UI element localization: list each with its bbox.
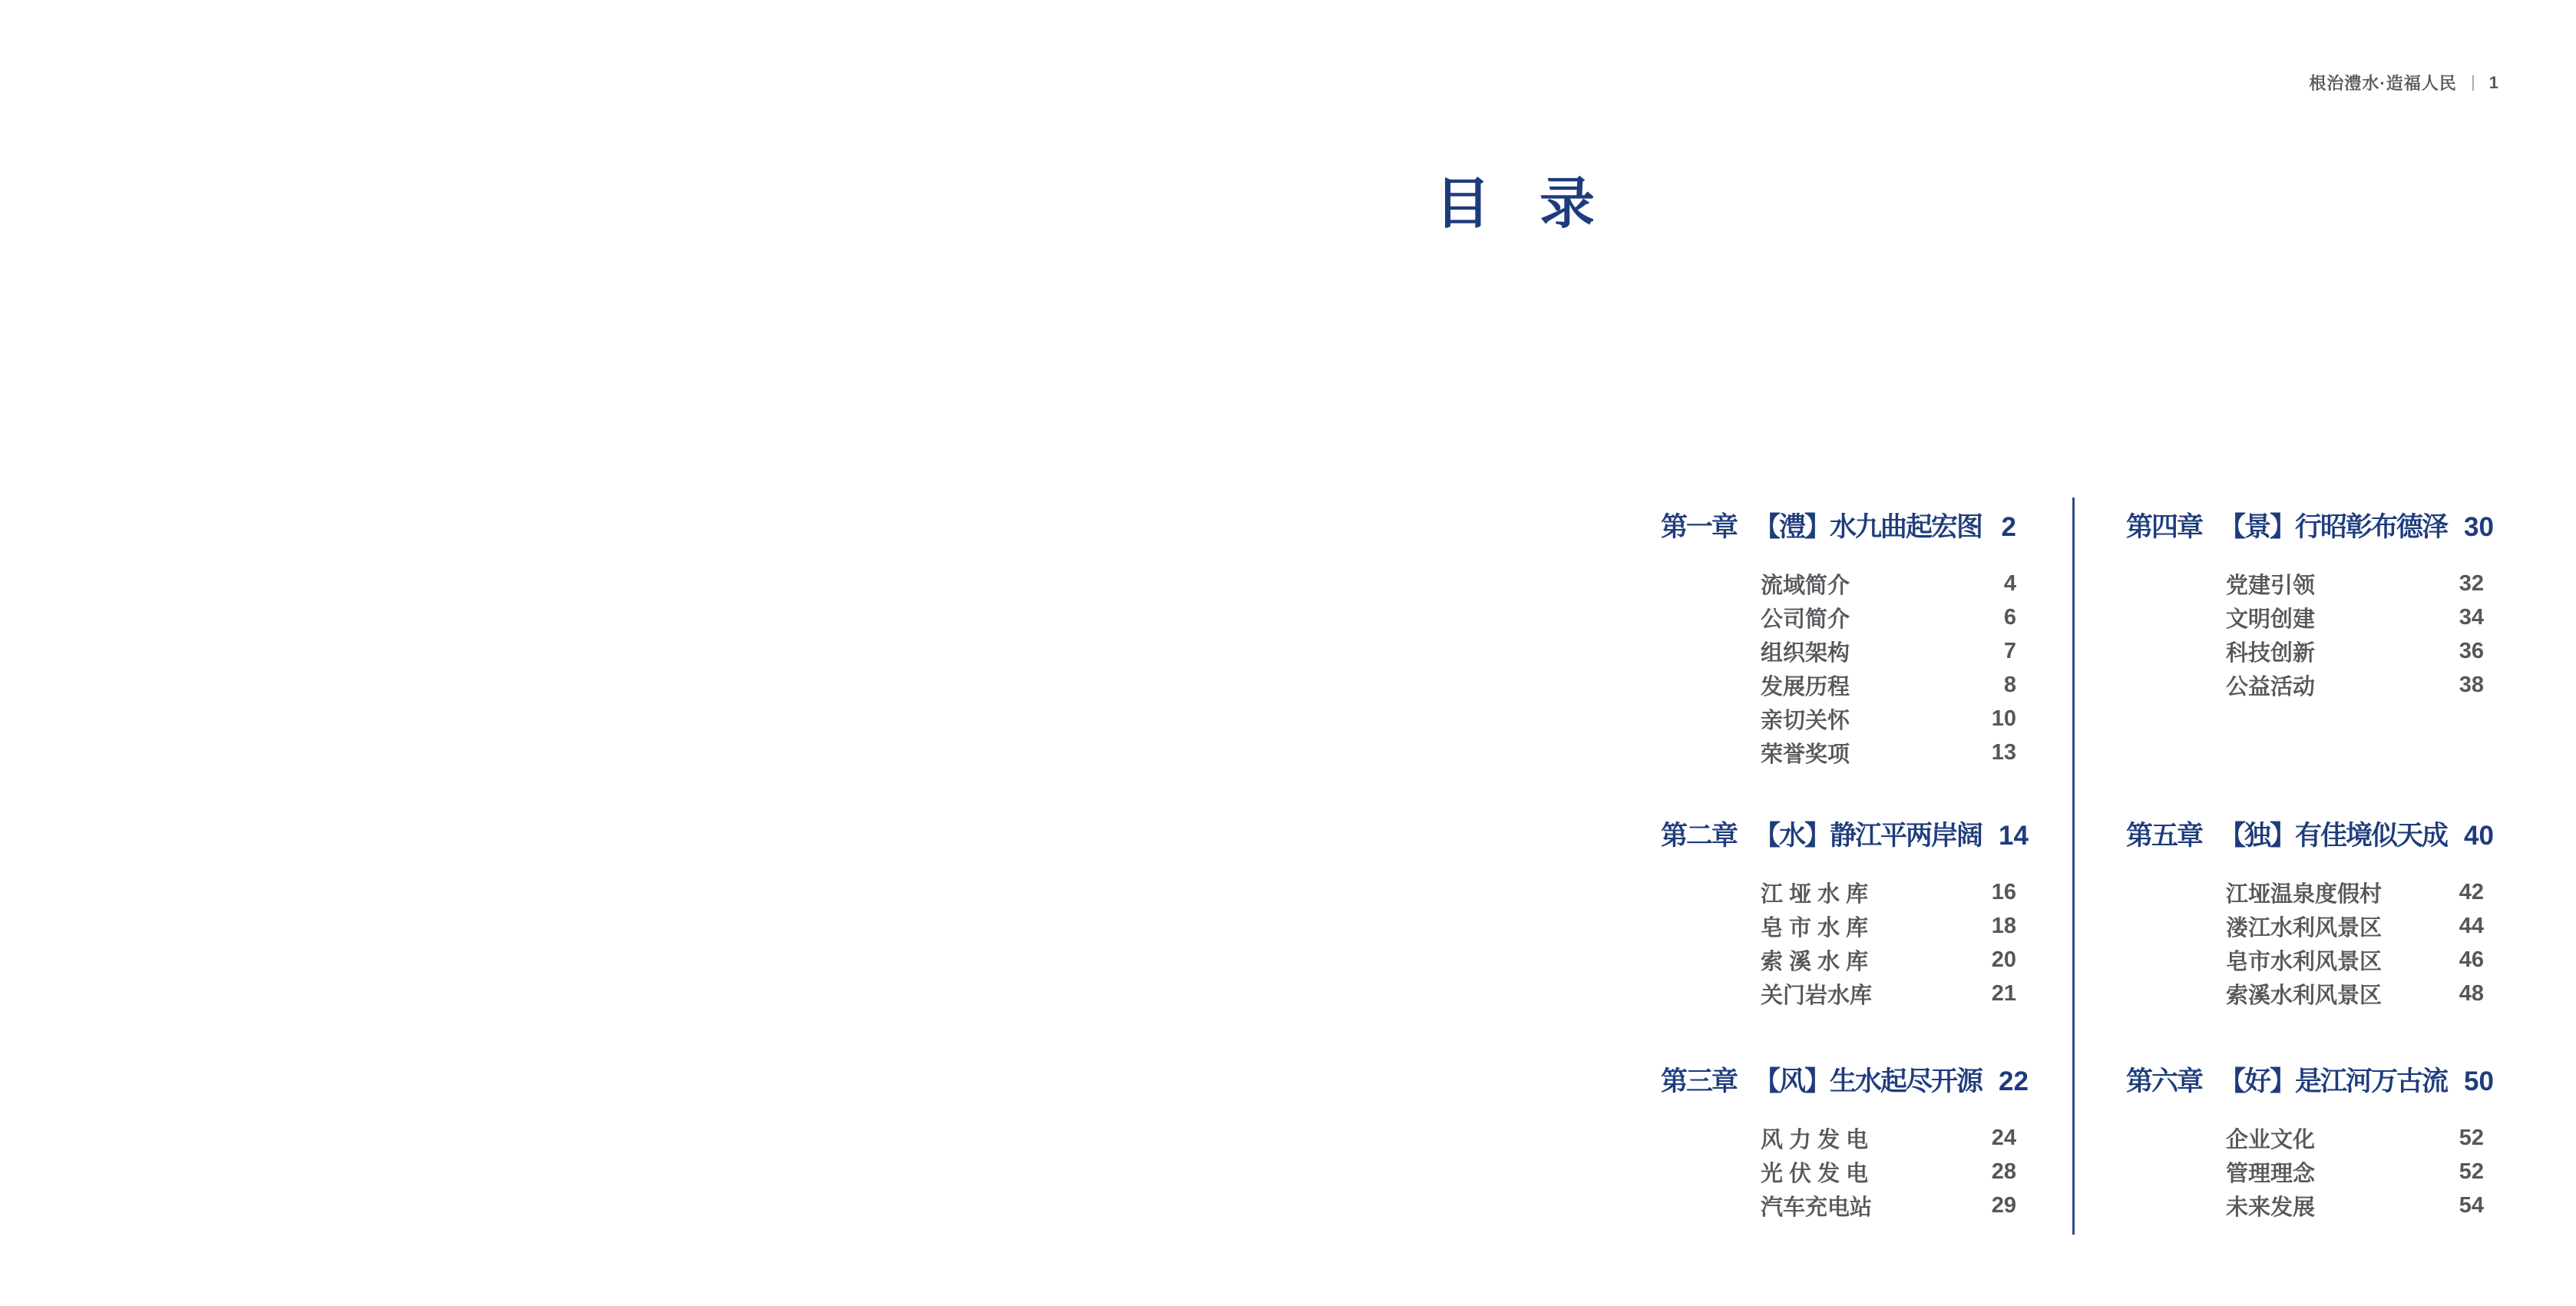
toc-entry-label: 江垭温泉度假村 xyxy=(2226,881,2383,907)
toc-entry-page: 38 xyxy=(2459,672,2484,697)
toc-entry-label: 光 伏 发 电 xyxy=(1761,1161,1869,1186)
chapter-item-list xyxy=(1661,567,2016,769)
toc-entry xyxy=(2226,1155,2484,1189)
toc-entry-label: 党建引领 xyxy=(2226,573,2316,598)
chapter-title: 【独】有佳境似天成 xyxy=(2219,821,2448,851)
toc-entry-page: 18 xyxy=(1991,913,2016,938)
toc-entry-label: 发展历程 xyxy=(1761,674,1850,699)
toc-entry-page: 7 xyxy=(2003,638,2016,663)
toc-entry-label: 溇江水利风景区 xyxy=(2226,915,2383,941)
toc-entry-label: 荣誉奖项 xyxy=(1761,742,1850,767)
toc-entry xyxy=(1761,943,2016,977)
header-separator-line xyxy=(2472,75,2474,91)
toc-entry-page: 52 xyxy=(2459,1125,2484,1150)
toc-entry-label: 组织架构 xyxy=(1761,640,1850,666)
toc-entry xyxy=(2226,875,2484,909)
chapter-page-number: 50 xyxy=(2464,1066,2494,1096)
toc-entry-label: 流域简介 xyxy=(1761,573,1850,598)
chapter-heading xyxy=(2126,510,2494,545)
toc-entry-label: 企业文化 xyxy=(2226,1127,2316,1152)
chapter-title: 【好】是江河万古流 xyxy=(2219,1066,2448,1096)
toc-entry-page: 24 xyxy=(1991,1125,2016,1150)
chapter-heading xyxy=(2126,1064,2494,1099)
toc-entry xyxy=(1761,634,2016,668)
toc-entry-label: 索溪水利风景区 xyxy=(2226,983,2383,1008)
chapter-block-6 xyxy=(2126,1064,2494,1222)
toc-entry-page: 6 xyxy=(2003,604,2016,630)
chapter-page-number: 40 xyxy=(2464,821,2494,851)
chapter-item-list xyxy=(1661,1121,2016,1222)
toc-entry-page: 32 xyxy=(2459,570,2484,596)
toc-entry-label: 管理理念 xyxy=(2226,1161,2316,1186)
chapter-number: 第六章 xyxy=(2126,1066,2203,1096)
toc-entry-label: 公益活动 xyxy=(2226,674,2316,699)
toc-entry-page: 8 xyxy=(2003,672,2016,697)
toc-entry-page: 13 xyxy=(1991,739,2016,765)
toc-entry-page: 28 xyxy=(1991,1159,2016,1184)
toc-entry-label: 未来发展 xyxy=(2226,1195,2316,1220)
chapter-block-1 xyxy=(1661,510,2016,769)
toc-entry-page: 29 xyxy=(1991,1192,2016,1218)
chapter-page-number: 2 xyxy=(2001,512,2016,542)
toc-entry xyxy=(2226,634,2484,668)
chapter-item-list xyxy=(2126,1121,2484,1222)
chapter-block-3 xyxy=(1661,1064,2029,1222)
toc-entry-page: 4 xyxy=(2003,570,2016,596)
toc-entry xyxy=(1761,977,2016,1010)
toc-entry xyxy=(1761,909,2016,943)
chapter-heading xyxy=(1661,818,2029,854)
chapter-block-2 xyxy=(1661,818,2029,1010)
toc-entry-page: 46 xyxy=(2459,947,2484,972)
toc-entry xyxy=(2226,1121,2484,1155)
chapter-item-list xyxy=(2126,567,2484,702)
toc-entry-page: 48 xyxy=(2459,980,2484,1006)
chapter-heading xyxy=(2126,818,2494,854)
chapter-number: 第二章 xyxy=(1661,821,1738,851)
toc-entry-page: 16 xyxy=(1991,879,2016,904)
toc-entry xyxy=(2226,567,2484,600)
chapter-block-5 xyxy=(2126,818,2494,1010)
toc-entry xyxy=(2226,668,2484,702)
toc-entry-page: 42 xyxy=(2459,879,2484,904)
toc-entry xyxy=(1761,1155,2016,1189)
toc-entry-page: 21 xyxy=(1991,980,2016,1006)
toc-entry-label: 皂 市 水 库 xyxy=(1761,915,1869,941)
chapter-item-list xyxy=(2126,875,2484,1010)
toc-entry xyxy=(1761,875,2016,909)
toc-entry xyxy=(1761,702,2016,736)
chapter-page-number: 30 xyxy=(2464,512,2494,542)
toc-entry-label: 江 垭 水 库 xyxy=(1761,881,1869,907)
toc-entry xyxy=(2226,943,2484,977)
toc-entry xyxy=(1761,567,2016,600)
toc-entry-label: 汽车充电站 xyxy=(1761,1195,1873,1220)
chapter-title: 【澧】水九曲起宏图 xyxy=(1754,512,1982,542)
toc-entry-label: 科技创新 xyxy=(2226,640,2316,666)
toc-entry xyxy=(2226,600,2484,634)
toc-entry-label: 皂市水利风景区 xyxy=(2226,949,2383,974)
chapter-page-number: 14 xyxy=(1999,821,2029,851)
toc-entry xyxy=(1761,1121,2016,1155)
toc-entry xyxy=(1761,668,2016,702)
column-divider-line xyxy=(2072,498,2075,1235)
toc-entry-label: 风 力 发 电 xyxy=(1761,1127,1869,1152)
toc-entry xyxy=(1761,736,2016,769)
chapter-heading xyxy=(1661,510,2016,545)
toc-entry-page: 52 xyxy=(2459,1159,2484,1184)
chapter-number: 第一章 xyxy=(1661,512,1738,542)
toc-entry xyxy=(2226,1189,2484,1222)
toc-entry-page: 10 xyxy=(1991,706,2016,731)
toc-entry-page: 20 xyxy=(1991,947,2016,972)
toc-entry-page: 54 xyxy=(2459,1192,2484,1218)
chapter-title: 【风】生水起尽开源 xyxy=(1754,1066,1982,1096)
page-number: 1 xyxy=(2488,72,2499,92)
chapter-title: 【水】静江平两岸阔 xyxy=(1754,821,1982,851)
toc-entry-label: 索 溪 水 库 xyxy=(1761,949,1869,974)
toc-entry-label: 文明创建 xyxy=(2226,607,2316,632)
chapter-item-list xyxy=(1661,875,2016,1010)
toc-entry xyxy=(2226,909,2484,943)
running-header xyxy=(2309,71,2499,94)
toc-entry xyxy=(1761,600,2016,634)
toc-entry xyxy=(1761,1189,2016,1222)
chapter-block-4 xyxy=(2126,510,2494,702)
chapter-number: 第四章 xyxy=(2126,512,2203,542)
chapter-title: 【景】行昭彰布德泽 xyxy=(2219,512,2448,542)
toc-entry xyxy=(2226,977,2484,1010)
chapter-number: 第五章 xyxy=(2126,821,2203,851)
toc-entry-label: 亲切关怀 xyxy=(1761,708,1850,733)
chapter-number: 第三章 xyxy=(1661,1066,1738,1096)
toc-entry-label: 关门岩水库 xyxy=(1761,983,1873,1008)
toc-entry-label: 公司简介 xyxy=(1761,607,1850,632)
page-title xyxy=(1435,174,1596,235)
page-title-char-1: 目 xyxy=(1435,174,1491,235)
toc-entry-page: 44 xyxy=(2459,913,2484,938)
chapter-page-number: 22 xyxy=(1999,1066,2029,1096)
booklet-title: 根治澧水·造福人民 xyxy=(2309,74,2457,93)
page-title-char-2: 录 xyxy=(1539,174,1596,235)
toc-entry-page: 34 xyxy=(2459,604,2484,630)
toc-entry-page: 36 xyxy=(2459,638,2484,663)
chapter-heading xyxy=(1661,1064,2029,1099)
